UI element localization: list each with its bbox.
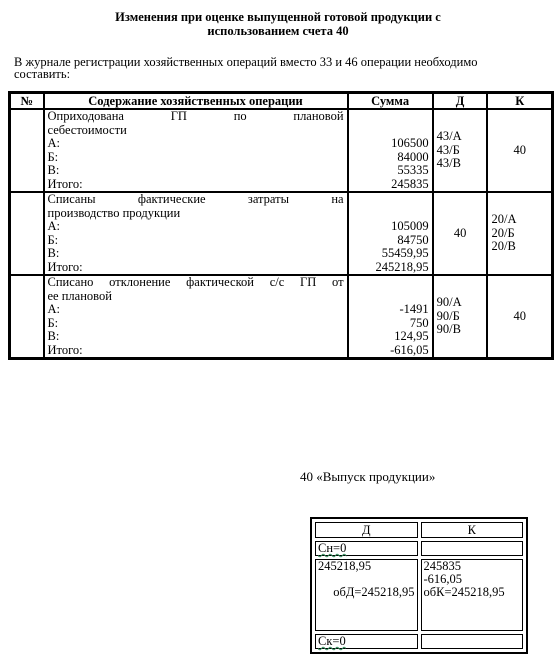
operation-sum <box>348 275 433 358</box>
opening-balance-credit <box>421 541 523 556</box>
sum-value: 124,95 <box>394 329 429 343</box>
t-account-opening-row <box>315 541 523 556</box>
debit-entry: 245218,95 <box>318 559 372 573</box>
description-line: Списаны фактические затраты на <box>47 192 344 206</box>
account-code: 20/Б <box>491 225 515 240</box>
t-account-entries-row <box>315 559 523 631</box>
credit-account <box>487 275 552 358</box>
item-label: А: <box>47 136 60 150</box>
credit-account <box>487 192 552 275</box>
t-account-debit-header: Д <box>315 522 418 538</box>
debit-entries <box>315 559 418 631</box>
operation-sum <box>348 109 433 192</box>
account-code: 43/В <box>436 156 461 171</box>
credit-turnover: обК=245218,95 <box>423 585 505 599</box>
table-row <box>10 192 552 275</box>
account-code: 43/Б <box>436 142 460 157</box>
account-code: 90/А <box>436 295 462 310</box>
closing-balance-credit <box>421 634 523 649</box>
description-line: ее плановой <box>47 288 112 303</box>
title-line-1: Изменения при оценке выпущенной готовой продукции с <box>115 10 441 24</box>
debit-turnover: обД=245218,95 <box>333 585 415 599</box>
description-line: Оприходована ГП по плановой <box>47 109 344 123</box>
debit-account <box>433 192 488 275</box>
header-number: № <box>10 93 44 109</box>
description-line: производство продукции <box>47 205 181 220</box>
account-code: 40 <box>513 142 526 157</box>
table-row <box>10 109 552 192</box>
opening-balance: Сн=0 <box>315 541 418 556</box>
sum-value: -1491 <box>399 302 429 316</box>
sum-value: 245218,95 <box>375 259 429 274</box>
row-number-cell <box>10 109 44 192</box>
operation-sum <box>348 192 433 275</box>
document-title <box>0 10 556 38</box>
description-line: Списано отклонение фактической с/с ГП от <box>47 275 344 289</box>
item-label: Итого: <box>47 176 83 191</box>
account-code: 40 <box>453 225 467 240</box>
credit-entry: 245835 <box>423 559 462 573</box>
t-account-table <box>310 517 528 654</box>
debit-account <box>433 109 488 192</box>
operation-description <box>44 109 348 192</box>
table-header-row <box>10 93 552 109</box>
sum-value: 105009 <box>391 219 429 233</box>
sum-value: 106500 <box>391 136 429 150</box>
account-code: 43/А <box>436 129 462 144</box>
t-account-title: 40 «Выпуск продукции» <box>300 469 436 484</box>
row-number-cell <box>10 192 44 275</box>
account-code: 20/В <box>491 239 516 254</box>
account-code: 20/А <box>491 212 517 227</box>
account-code: 90/Б <box>436 308 460 323</box>
item-label: В: <box>47 246 60 260</box>
credit-entries <box>421 559 523 631</box>
title-line-2: использованием счета 40 <box>207 24 349 38</box>
header-sum: Сумма <box>348 93 433 109</box>
header-debit: Д <box>433 93 488 109</box>
sum-value: 84750 <box>397 232 429 247</box>
credit-account <box>487 109 552 192</box>
sum-value: 55459,95 <box>381 246 429 260</box>
operation-description <box>44 275 348 358</box>
sum-value: 84000 <box>397 149 429 164</box>
account-code: 90/В <box>436 322 461 337</box>
operations-table <box>8 91 554 360</box>
operation-description <box>44 192 348 275</box>
item-label: Б: <box>47 232 59 247</box>
t-account-credit-header: К <box>421 522 523 538</box>
closing-balance: Ск=0 <box>315 634 418 649</box>
item-label: Итого: <box>47 259 83 274</box>
item-label: А: <box>47 302 60 316</box>
item-label: А: <box>47 219 60 233</box>
sum-value: 55335 <box>397 163 429 177</box>
t-account-closing-row <box>315 634 523 649</box>
item-label: Б: <box>47 149 59 164</box>
header-credit: К <box>487 93 552 109</box>
account-code: 40 <box>513 308 526 323</box>
sum-value: 750 <box>409 315 429 330</box>
intro-paragraph: В журнале регистрации хозяйственных операций вместо 33 и 46 операции необходимо составить: <box>14 55 478 81</box>
item-label: В: <box>47 163 60 177</box>
description-line: себестоимости <box>47 122 127 137</box>
t-account-header-row <box>315 522 523 538</box>
debit-account <box>433 275 488 358</box>
table-row <box>10 275 552 358</box>
item-label: В: <box>47 329 60 343</box>
header-description: Содержание хозяйственных операции <box>44 93 348 109</box>
sum-value: -616,05 <box>390 342 429 357</box>
sum-value: 245835 <box>391 176 429 191</box>
item-label: Итого: <box>47 342 83 357</box>
credit-entry: -616,05 <box>423 572 463 586</box>
item-label: Б: <box>47 315 59 330</box>
row-number-cell <box>10 275 44 358</box>
